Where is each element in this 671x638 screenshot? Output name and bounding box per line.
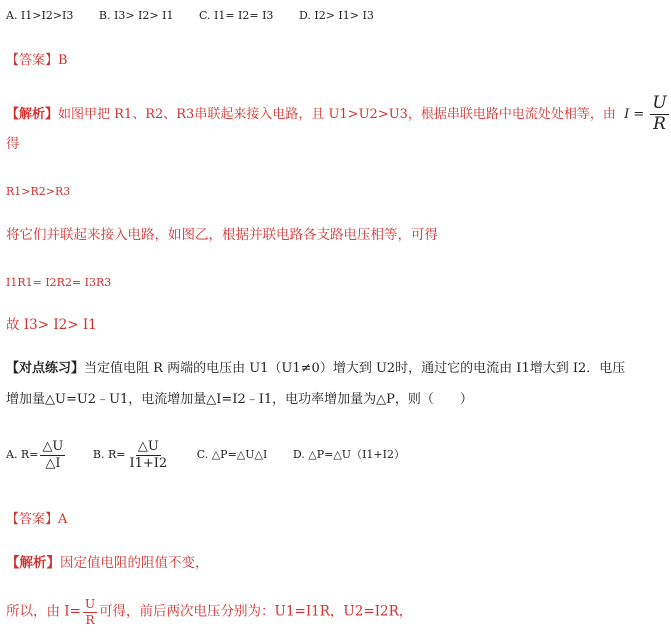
analysis2-rest: 可得，前后两次电压分别为：U1=I1R，U2=I2R， xyxy=(99,603,413,620)
ir-equation: I1R1= I2R2= I3R3 xyxy=(6,276,112,289)
question2-options xyxy=(6,440,427,470)
analysis1-text: 如图甲把 R1、R2、R3串联起来接入电路，且 U1>U2>U3，根据串联电路中电流处处相等，由 xyxy=(58,106,616,122)
q2-option-d: D. △P=△U（I1+I2） xyxy=(292,448,405,462)
formula-u-over-r xyxy=(650,95,668,134)
formula-numerator: U xyxy=(652,93,667,113)
q1-option-d: D. I2> I1> I3 xyxy=(298,9,374,22)
q2-option-b-prefix: B. R= xyxy=(92,448,126,462)
frac-den: R xyxy=(85,612,95,627)
q2-option-a-num: △U xyxy=(42,439,64,454)
i-equals-u-over-r xyxy=(83,598,97,626)
answer1-label: 【答案】B xyxy=(6,53,68,68)
analysis2-text: 因定值电阻的阻值不变， xyxy=(60,555,209,571)
analysis1-de: 得 xyxy=(6,136,20,152)
formula-i: I = xyxy=(624,106,645,122)
parallel-text: 将它们并联起来接入电路，如图乙，根据并联电路各支路电压相等，可得 xyxy=(6,227,438,243)
analysis1-line xyxy=(6,95,671,134)
analysis2-line xyxy=(6,557,209,571)
analysis2-label: 【解析】 xyxy=(6,555,60,571)
q2-option-b-fraction xyxy=(127,440,169,470)
resistance-order: R1>R2>R3 xyxy=(6,185,71,198)
q2-option-c: C. △P=△U△I xyxy=(196,448,268,462)
q2-option-a xyxy=(6,440,67,470)
question2-line2: 增加量△U=U2﹣U1，电流增加量△I=I2﹣I1，电功率增加量为△P，则（ ） xyxy=(6,392,473,407)
question2-line1 xyxy=(6,362,625,375)
q1-option-a: A. I1>I2>I3 xyxy=(6,9,74,22)
formula-denominator: R xyxy=(653,113,666,134)
answer2-label: 【答案】A xyxy=(6,512,68,527)
question2-text1: 当定值电阻 R 两端的电压由 U1（U1≠0）增大到 U2时，通过它的电流由 I1增大到 I2．电压 xyxy=(84,361,626,376)
conclusion1: 故 I3> I2> I1 xyxy=(6,317,97,333)
q2-option-a-den: △I xyxy=(45,455,61,471)
analysis1-label: 【解析】 xyxy=(6,106,59,122)
q2-option-b-num: △U xyxy=(137,439,159,454)
suoyi-text: 所以，由 I= xyxy=(6,603,81,620)
q2-option-b-den: I1+I2 xyxy=(129,455,168,471)
q2-option-b xyxy=(93,440,171,470)
frac-num: U xyxy=(84,597,96,611)
analysis2-formula-line xyxy=(6,598,412,626)
q1-option-b: B. I3> I2> I1 xyxy=(98,9,174,22)
q1-option-c: C. I1= I2= I3 xyxy=(198,9,274,22)
q2-option-a-prefix: A. R= xyxy=(6,448,39,462)
practice-label: 【对点练习】 xyxy=(6,361,85,376)
question1-options xyxy=(6,10,396,21)
q2-option-a-fraction xyxy=(40,440,65,470)
